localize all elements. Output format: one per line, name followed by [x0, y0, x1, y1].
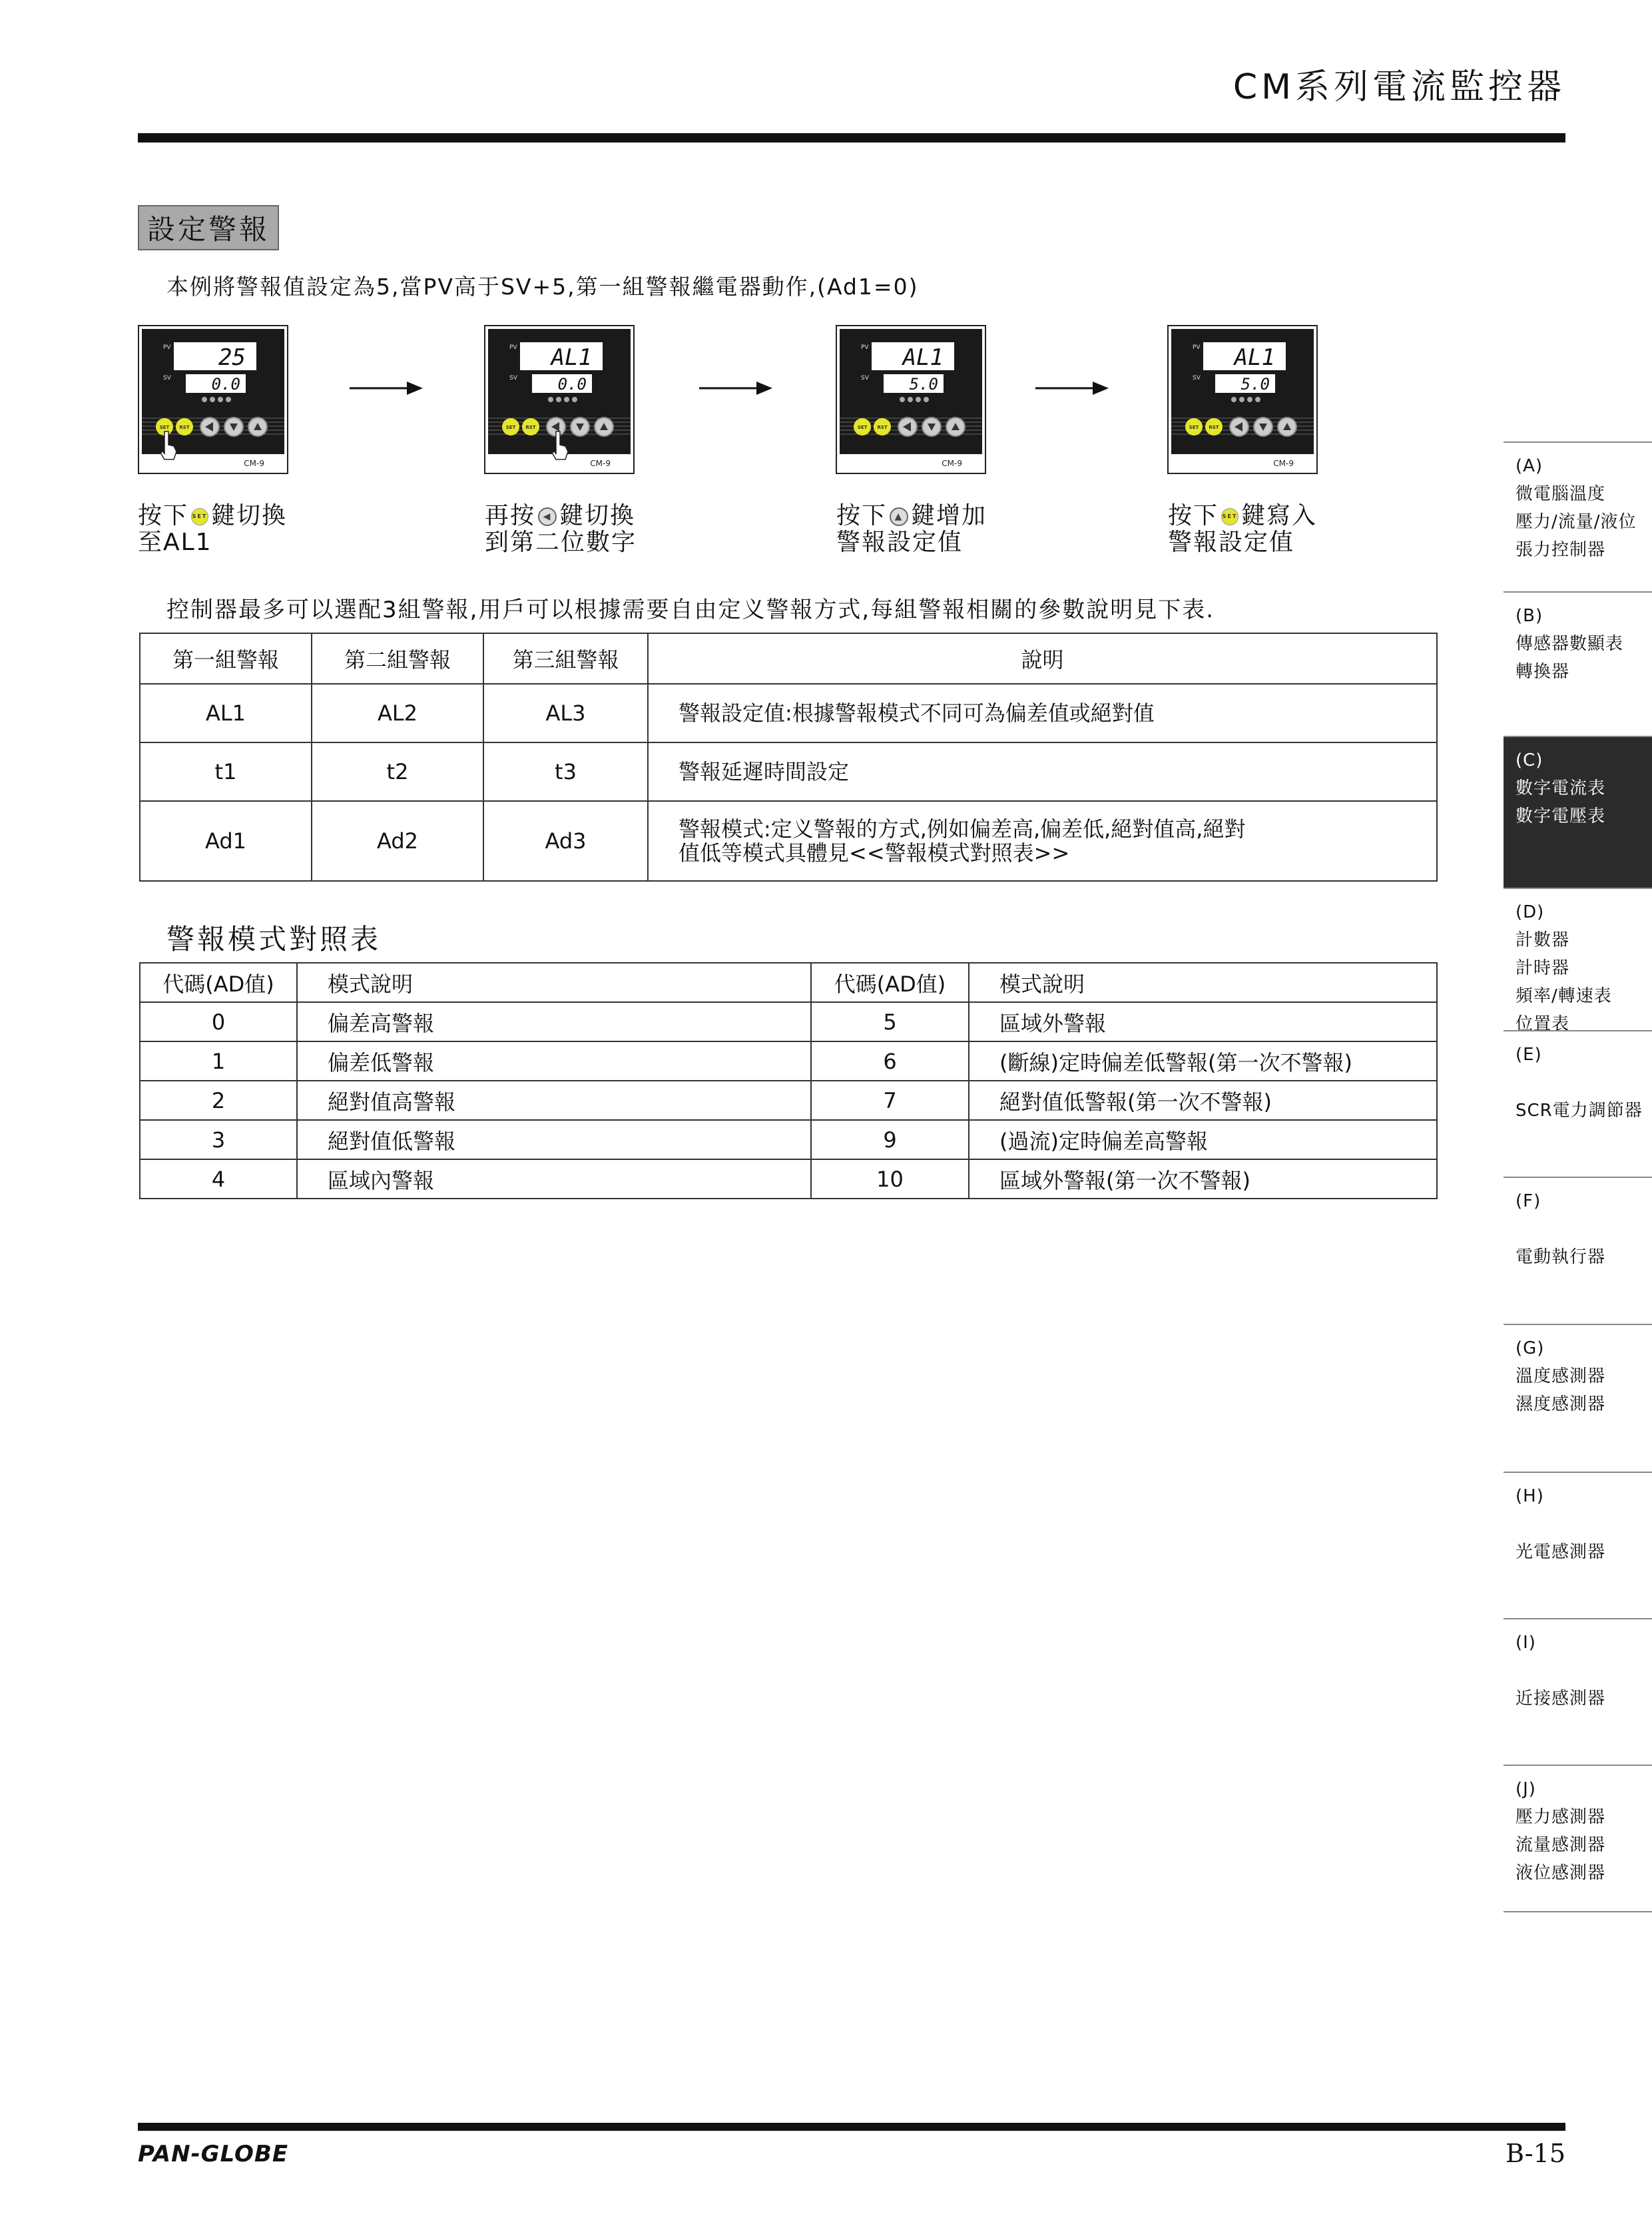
sidebar-code: (D): [1515, 902, 1545, 922]
sidebar-line: 微電腦溫度: [1515, 484, 1606, 504]
table-cell: 2: [140, 1081, 297, 1120]
svg-text:RST: RST: [877, 425, 888, 430]
table-cell: Ad3: [483, 801, 648, 881]
sidebar-category[interactable]: [1504, 1177, 1652, 1324]
sv-label: SV: [509, 375, 517, 382]
table-cell: Ad2: [312, 801, 483, 881]
sidebar-line: 轉換器: [1515, 662, 1570, 682]
sv-display: 0.0: [211, 375, 240, 394]
svg-text:RST: RST: [179, 425, 190, 430]
table-row: [140, 742, 1437, 801]
pv-display: AL1: [1234, 344, 1275, 371]
sidebar-line: 濕度感測器: [1515, 1394, 1606, 1414]
page-number: B-15: [1506, 2139, 1565, 2168]
sidebar-line: 流量感測器: [1515, 1835, 1606, 1855]
controller-device: [836, 325, 986, 474]
table-cell: 10: [811, 1159, 969, 1199]
controller-device: [138, 325, 288, 474]
table-cell: 區域外警報(第一次不警報): [969, 1159, 1437, 1199]
sv-label: SV: [861, 375, 869, 382]
table-header-row: [140, 633, 1437, 684]
left-key-icon: ◀: [538, 507, 557, 526]
section-heading: 設定警報: [138, 205, 279, 250]
sidebar-category[interactable]: [1504, 441, 1652, 591]
table-header: 模式說明: [969, 963, 1437, 1002]
table-cell: 偏差高警報: [297, 1002, 811, 1041]
svg-text:RST: RST: [525, 425, 536, 430]
sidebar-line: 數字電壓表: [1515, 806, 1606, 826]
pv-label: PV: [861, 344, 869, 351]
table-cell: AL1: [140, 684, 312, 742]
sidebar-code: (A): [1515, 456, 1543, 476]
table-cell: 警報模式:定义警報的方式,例如偏差高,偏差低,絕對值高,絕對值低等模式具體見<<警報模式對照表>>: [648, 801, 1437, 881]
sidebar-line: 壓力感測器: [1515, 1807, 1606, 1827]
pv-label: PV: [163, 344, 171, 351]
sidebar-code: (J): [1515, 1779, 1536, 1799]
table-cell: 0: [140, 1002, 297, 1041]
arrow-right-icon: [1035, 378, 1109, 398]
model-label: CM-9: [942, 459, 962, 468]
table-cell: 絕對值高警報: [297, 1081, 811, 1120]
step-caption-3: 按下 ▲ 鍵增加 警報設定值: [836, 502, 987, 556]
sidebar-line: 張力控制器: [1515, 540, 1606, 560]
sidebar-line: 液位感測器: [1515, 1863, 1606, 1883]
intro-text: 本例將警報值設定為5,當PV高于SV+5,第一組警報繼電器動作,(Ad1=0): [166, 274, 919, 300]
arrow-right-icon: [699, 378, 772, 398]
table-cell: 3: [140, 1120, 297, 1159]
table-cell: 1: [140, 1041, 297, 1081]
model-label: CM-9: [244, 459, 264, 468]
table-row: [140, 1120, 1437, 1159]
footer-rule: [138, 2123, 1565, 2131]
sidebar-line: 電動執行器: [1515, 1247, 1606, 1267]
sidebar-line: 光電感測器: [1515, 1542, 1606, 1562]
table-row: [140, 1159, 1437, 1199]
sidebar-category[interactable]: [1504, 736, 1652, 888]
table-cell: t2: [312, 742, 483, 801]
step-caption-1: 按下 SET 鍵切換 至AL1: [138, 502, 288, 556]
sidebar-category[interactable]: [1504, 1618, 1652, 1765]
table-cell: 區域外警報: [969, 1002, 1437, 1041]
up-key-icon: ▲: [890, 507, 908, 526]
pv-label: PV: [1193, 344, 1201, 351]
table-cell: AL3: [483, 684, 648, 742]
sv-label: SV: [163, 375, 171, 382]
table-cell: 4: [140, 1159, 297, 1199]
svg-text:SET: SET: [505, 425, 516, 430]
table-cell: 警報延遲時間設定: [648, 742, 1437, 801]
table-header: 第三組警報: [483, 633, 648, 684]
table-header: 代碼(AD值): [811, 963, 969, 1002]
sidebar-end-rule: [1504, 1911, 1652, 1912]
table-header: 第一組警報: [140, 633, 312, 684]
table-cell: (過流)定時偏差高警報: [969, 1120, 1437, 1159]
sidebar-category[interactable]: [1504, 591, 1652, 736]
brand-logo: PAN-GLOBE: [138, 2141, 289, 2167]
sidebar-line: 溫度感測器: [1515, 1366, 1606, 1386]
alarm-mode-table: [139, 962, 1438, 1199]
page-title: CM系列電流監控器: [1233, 67, 1565, 107]
pv-display: AL1: [902, 344, 944, 371]
mode-table-heading: 警報模式對照表: [166, 923, 382, 956]
table-cell: AL2: [312, 684, 483, 742]
step-caption-2: 再按 ◀ 鍵切換 到第二位數字: [485, 502, 637, 556]
svg-text:SET: SET: [857, 425, 868, 430]
pv-label: PV: [509, 344, 517, 351]
sidebar-line: 傳感器數顯表: [1515, 634, 1624, 654]
table-header: 模式說明: [297, 963, 811, 1002]
table-cell: Ad1: [140, 801, 312, 881]
sidebar-code: (I): [1515, 1633, 1536, 1653]
sidebar-code: (G): [1515, 1338, 1545, 1358]
model-label: CM-9: [1273, 459, 1294, 468]
pv-display: 25: [218, 344, 246, 371]
model-label: CM-9: [590, 459, 611, 468]
table-row: [140, 1041, 1437, 1081]
sidebar-line: 計時器: [1515, 958, 1570, 978]
sidebar-category[interactable]: [1504, 1472, 1652, 1618]
table-cell: 絕對值低警報(第一次不警報): [969, 1081, 1437, 1120]
set-key-icon: SET: [191, 508, 208, 525]
table-cell: 7: [811, 1081, 969, 1120]
header-rule: [138, 133, 1565, 142]
arrow-right-icon: [350, 378, 423, 398]
sidebar-category[interactable]: [1504, 1324, 1652, 1472]
sidebar-line: 壓力/流量/液位: [1515, 512, 1637, 532]
sidebar-code: (H): [1515, 1486, 1544, 1506]
sidebar-code: (C): [1515, 750, 1543, 770]
pv-display: AL1: [551, 344, 592, 371]
svg-text:SET: SET: [159, 425, 170, 430]
sv-display: 5.0: [1240, 375, 1270, 394]
table-row: [140, 684, 1437, 742]
table-row: [140, 1081, 1437, 1120]
alarm-parameters-table: [139, 633, 1438, 882]
sv-display: 0.0: [557, 375, 587, 394]
sv-display: 5.0: [909, 375, 938, 394]
table-header: 第二組警報: [312, 633, 483, 684]
svg-text:SET: SET: [1189, 425, 1199, 430]
table-cell: 9: [811, 1120, 969, 1159]
table-cell: 區域內警報: [297, 1159, 811, 1199]
sidebar-line: 近接感測器: [1515, 1689, 1606, 1709]
table-cell: 絕對值低警報: [297, 1120, 811, 1159]
step-caption-4: 按下 SET 鍵寫入 警報設定值: [1168, 502, 1318, 556]
table-row: [140, 1002, 1437, 1041]
sidebar-code: (E): [1515, 1045, 1542, 1065]
set-key-icon: SET: [1221, 508, 1239, 525]
sidebar-category[interactable]: [1504, 1030, 1652, 1177]
sidebar-line: SCR電力調節器: [1515, 1101, 1643, 1121]
table-header: 說明: [648, 633, 1437, 684]
table-header: 代碼(AD值): [140, 963, 297, 1002]
sidebar-line: 計數器: [1515, 930, 1570, 950]
table-cell: t3: [483, 742, 648, 801]
table-header-row: [140, 963, 1437, 1002]
table-cell: 6: [811, 1041, 969, 1081]
table-cell: 5: [811, 1002, 969, 1041]
table-cell: (斷線)定時偏差低警報(第一次不警報): [969, 1041, 1437, 1081]
table-cell: 警報設定值:根據警報模式不同可為偏差值或絕對值: [648, 684, 1437, 742]
sidebar-line: 頻率/轉速表: [1515, 986, 1612, 1006]
table-cell: t1: [140, 742, 312, 801]
sidebar-line: 數字電流表: [1515, 778, 1606, 798]
sidebar-category[interactable]: [1504, 1765, 1652, 1911]
sv-label: SV: [1193, 375, 1201, 382]
alarm-params-intro: 控制器最多可以選配3組警報,用戶可以根據需要自由定义警報方式,每組警報相關的參數說明見下表.: [166, 597, 1215, 623]
sidebar-line: 位置表: [1515, 1014, 1570, 1034]
controller-device: [1167, 325, 1318, 474]
sidebar-category[interactable]: [1504, 888, 1652, 1034]
svg-text:RST: RST: [1209, 425, 1219, 430]
table-cell: 偏差低警報: [297, 1041, 811, 1081]
controller-device: [484, 325, 635, 474]
sidebar-code: (F): [1515, 1191, 1541, 1211]
table-row: [140, 801, 1437, 881]
sidebar-code: (B): [1515, 606, 1543, 626]
